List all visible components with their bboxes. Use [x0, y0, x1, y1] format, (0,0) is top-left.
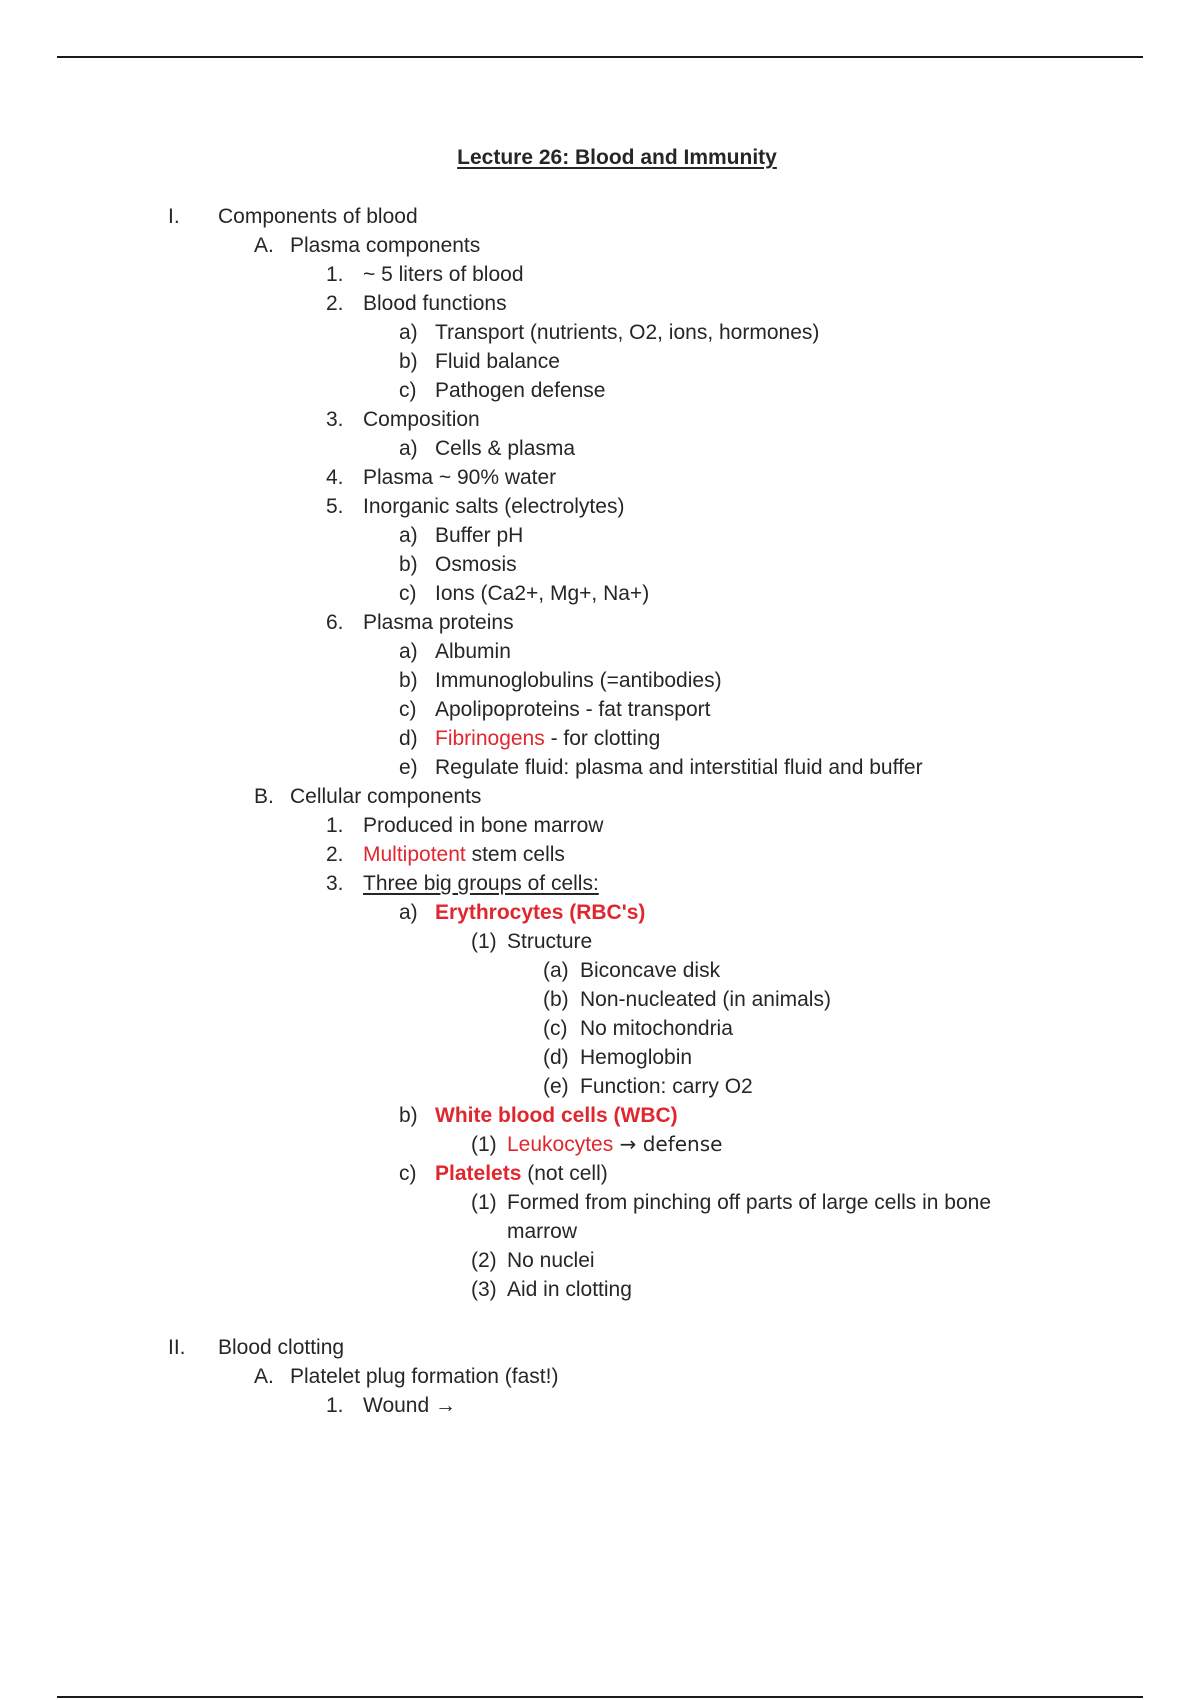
list-item-text: Plasma proteins: [363, 611, 514, 634]
highlight-term: Leukocytes: [507, 1133, 614, 1156]
list-item-text: Fluid balance: [435, 350, 560, 373]
list-item-text: Immunoglobulins (=antibodies): [435, 669, 722, 692]
list-item-text: Three big groups of cells:: [363, 872, 599, 895]
list-item-rest: → defense: [613, 1132, 723, 1156]
list-marker: 1.: [326, 814, 344, 837]
page-title: Lecture 26: Blood and Immunity: [457, 146, 777, 169]
list-marker: 1.: [326, 263, 344, 286]
list-item-text: Buffer pH: [435, 524, 524, 547]
list-item-text: No mitochondria: [580, 1017, 733, 1040]
section-heading: Blood clotting: [218, 1336, 345, 1359]
list-marker: 3.: [326, 872, 344, 895]
list-marker: (d): [543, 1046, 569, 1069]
list-marker: e): [399, 756, 418, 779]
list-item-text: Biconcave disk: [580, 959, 721, 982]
list-marker: b): [399, 553, 418, 576]
subsection-heading: Plasma components: [290, 234, 481, 257]
list-marker: B.: [254, 785, 274, 808]
list-marker: c): [399, 582, 417, 605]
list-item-text: [435, 724, 660, 753]
list-item-text: [363, 840, 565, 869]
highlight-term: White blood cells (WBC): [435, 1104, 678, 1127]
list-item-text: No nuclei: [507, 1249, 595, 1272]
list-marker: (a): [543, 959, 569, 982]
list-marker: a): [399, 321, 418, 344]
list-marker: b): [399, 1104, 418, 1127]
section-heading: Components of blood: [218, 205, 418, 228]
list-marker: c): [399, 698, 417, 721]
list-marker: a): [399, 640, 418, 663]
list-marker: (1): [471, 930, 497, 953]
list-item-text: Osmosis: [435, 553, 517, 576]
list-marker: 6.: [326, 611, 344, 634]
list-item-rest: stem cells: [465, 843, 565, 866]
top-rule: [57, 56, 1143, 58]
list-marker: (2): [471, 1249, 497, 1272]
list-marker: II.: [168, 1336, 186, 1359]
list-item-text: Inorganic salts (electrolytes): [363, 495, 625, 518]
list-item-text: Hemoglobin: [580, 1046, 693, 1069]
list-item-text: Wound →: [363, 1394, 456, 1417]
list-item-text: Non-nucleated (in animals): [580, 988, 831, 1011]
highlight-term: Fibrinogens: [435, 727, 545, 750]
list-item-text: marrow: [507, 1220, 578, 1243]
list-marker: (1): [471, 1133, 497, 1156]
list-item-rest: (not cell): [521, 1162, 608, 1185]
list-marker: a): [399, 437, 418, 460]
list-item-text: Cells & plasma: [435, 437, 576, 460]
list-marker: d): [399, 727, 418, 750]
list-item-text: Composition: [363, 408, 480, 431]
list-marker: a): [399, 524, 418, 547]
list-marker: 2.: [326, 843, 344, 866]
list-item-text: Function: carry O2: [580, 1075, 753, 1098]
list-item-rest: - for clotting: [544, 727, 661, 750]
list-marker: A.: [254, 1365, 274, 1388]
list-item-text: Produced in bone marrow: [363, 814, 604, 837]
list-marker: A.: [254, 234, 274, 257]
list-marker: (e): [543, 1075, 569, 1098]
list-item-text: Formed from pinching off parts of large cells in bone: [507, 1191, 992, 1214]
list-marker: b): [399, 669, 418, 692]
list-marker: c): [399, 1162, 417, 1185]
list-item-text: Structure: [507, 930, 593, 953]
list-marker: 5.: [326, 495, 344, 518]
list-marker: (c): [543, 1017, 568, 1040]
list-marker: 3.: [326, 408, 344, 431]
list-marker: 2.: [326, 292, 344, 315]
list-marker: b): [399, 350, 418, 373]
list-item-text: Albumin: [435, 640, 511, 663]
list-item-text: Blood functions: [363, 292, 507, 315]
subsection-heading: Platelet plug formation (fast!): [290, 1365, 559, 1388]
list-item-text: Regulate fluid: plasma and interstitial fluid and buffer: [435, 756, 923, 779]
bottom-rule: [57, 1696, 1143, 1698]
list-marker: 4.: [326, 466, 344, 489]
highlight-term: Erythrocytes (RBC's): [435, 901, 646, 924]
list-item-text: ~ 5 liters of blood: [363, 263, 524, 286]
list-item-text: Pathogen defense: [435, 379, 606, 402]
list-item-text: [507, 1130, 722, 1159]
list-item-text: Aid in clotting: [507, 1278, 632, 1301]
list-item-text: Transport (nutrients, O2, ions, hormones): [435, 321, 820, 344]
list-item-text: Ions (Ca2+, Mg+, Na+): [435, 582, 650, 605]
list-item-text: [435, 1159, 608, 1188]
subsection-heading: Cellular components: [290, 785, 482, 808]
list-marker: c): [399, 379, 417, 402]
list-marker: I.: [168, 205, 180, 228]
list-marker: 1.: [326, 1394, 344, 1417]
list-item-text: Plasma ~ 90% water: [363, 466, 557, 489]
list-marker: (3): [471, 1278, 497, 1301]
highlight-term: Multipotent: [363, 843, 466, 866]
list-marker: (1): [471, 1191, 497, 1214]
highlight-term: Platelets: [435, 1162, 522, 1185]
list-item-text: Apolipoproteins - fat transport: [435, 698, 711, 721]
list-marker: a): [399, 901, 418, 924]
list-marker: (b): [543, 988, 569, 1011]
